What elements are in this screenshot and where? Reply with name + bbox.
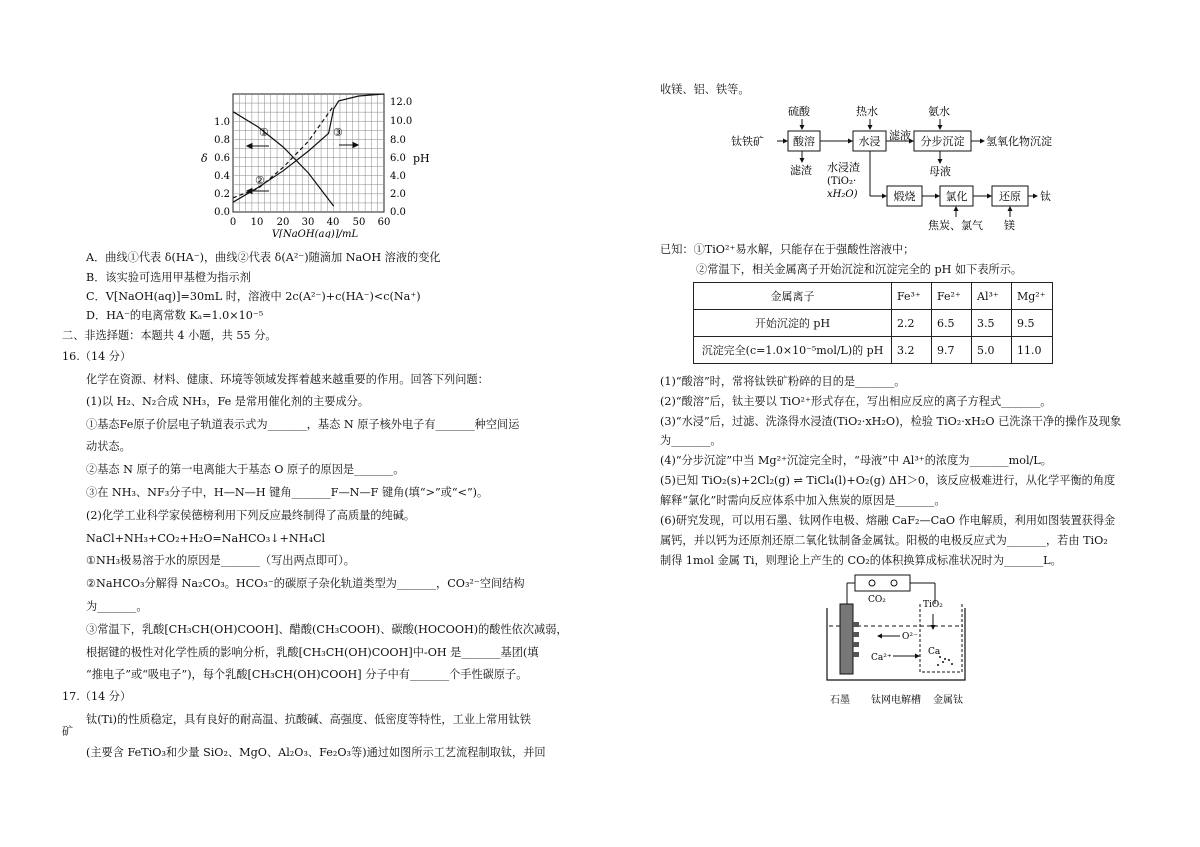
q16-1a: ①基态Fe原子价层电子轨道表示式为_______，基态 N 原子核外电子有_______种空间运 — [86, 418, 520, 431]
table-row — [694, 337, 1053, 364]
cell-tio2: TiO₂ — [923, 600, 943, 610]
cell-graphite: 石墨 — [830, 695, 850, 706]
table-row — [694, 310, 1053, 337]
q16-part2: (2)化学工业科学家侯德榜利用下列反应最终制得了高质量的纯碱。 — [86, 509, 416, 522]
option-c: C．V[NaOH(aq)]=30mL 时，溶液中 2c(A²⁻)+c(HA⁻)<c(Na⁺) — [86, 290, 421, 303]
ytick-left: 0.6 — [214, 153, 230, 164]
question-16-heading: 16.（14 分） — [62, 350, 132, 363]
q16-1b: ②基态 N 原子的第一电离能大于基态 O 原子的原因是_______。 — [86, 463, 405, 476]
ytick-right: 0.0 — [390, 207, 406, 218]
xtick: 40 — [326, 217, 340, 228]
table-cell: 9.5 — [1012, 310, 1053, 337]
q16-2b-cont: 为_______。 — [86, 600, 148, 613]
q17-1: (1)“酸溶”时，常将钛铁矿粉碎的目的是_______。 — [660, 375, 906, 388]
right-continuation: 收镁、铝、铁等。 — [660, 83, 750, 96]
table-cell: 3.5 — [972, 310, 1012, 337]
electrolysis-cell — [815, 572, 985, 712]
xtick: 60 — [377, 217, 391, 228]
q16-2c-cont: 根据键的极性对化学性质的影响分析，乳酸[CH₃CH(OH)COOH]中-OH 是_______基团(填 — [86, 646, 539, 659]
table-cell: Fe²⁺ — [932, 283, 972, 310]
cell-co2: CO₂ — [868, 595, 886, 605]
xtick: 0 — [229, 217, 237, 228]
ytick-left: 0.2 — [214, 189, 230, 200]
table-cell: Al³⁺ — [972, 283, 1012, 310]
known-1: 已知：①TiO²⁺易水解，只能存在于强酸性溶液中； — [660, 243, 915, 256]
ytick-right: 6.0 — [390, 153, 406, 164]
ytick-right: 4.0 — [390, 171, 406, 182]
ytick-left: 0.8 — [214, 135, 230, 146]
ytick-right: 12.0 — [390, 97, 413, 108]
flow-acid: 硫酸 — [788, 105, 810, 118]
x-ticks — [230, 217, 391, 228]
curve-marker-1: ① — [259, 126, 269, 139]
flow-leach1: 水浸渣 — [827, 161, 860, 174]
table-cell: 2.2 — [892, 310, 932, 337]
flow-leach3: xH₂O) — [827, 189, 858, 200]
left-y-ticks — [214, 117, 230, 218]
table-cell: 沉淀完全(c=1.0×10⁻⁵mol/L)的 pH — [694, 337, 892, 364]
xtick: 20 — [276, 217, 290, 228]
ylabel-right: pH — [413, 152, 430, 165]
flow-box-calcine: 煅烧 — [893, 190, 916, 203]
ytick-right: 8.0 — [390, 135, 406, 146]
xtick: 10 — [250, 217, 264, 228]
cell-o2: O²⁻ — [902, 632, 918, 642]
xtick: 30 — [301, 217, 315, 228]
ytick-left: 0.0 — [214, 207, 230, 218]
q17-5-cont: 解释“氯化”时需向反应体系中加入焦炭的原因是_______。 — [660, 494, 946, 507]
table-cell: Fe³⁺ — [892, 283, 932, 310]
q17-intro: 钛(Ti)的性质稳定，具有良好的耐高温、抗酸碱、高强度、低密度等特性，工业上常用钛铁 — [86, 713, 531, 726]
flow-box-water: 水浸 — [858, 135, 881, 148]
curve-marker-3: ③ — [333, 126, 343, 139]
flow-mother: 母液 — [929, 165, 951, 178]
q16-2b: ②NaHCO₃分解得 Na₂CO₃。HCO₃⁻的碳原子杂化轨道类型为_______，CO₃²⁻空间结构 — [86, 577, 525, 590]
flow-box-chlorinate: 氯化 — [945, 190, 968, 203]
table-cell: 9.7 — [932, 337, 972, 364]
xtick: 50 — [352, 217, 366, 228]
q16-2a: ①NH₃极易溶于水的原因是_______（写出两点即可）。 — [86, 554, 355, 567]
titration-chart — [195, 88, 445, 238]
option-d: D．HA⁻的电离常数 Kₐ=1.0×10⁻⁵ — [86, 309, 264, 322]
q17-2: (2)“酸溶”后，钛主要以 TiO²⁺形式存在，写出相应反应的离子方程式_______。 — [660, 395, 1052, 408]
table-cell: 3.2 — [892, 337, 932, 364]
precipitation-table — [693, 282, 1053, 364]
q17-3-cont: 为_______。 — [660, 434, 722, 447]
q17-intro-cont2: (主要含 FeTiO₃和少量 SiO₂、MgO、Al₂O₃、Fe₂O₃等)通过如图所示工艺流程制取钛，并回 — [86, 746, 546, 759]
table-cell: 金属离子 — [694, 283, 892, 310]
q17-3: (3)“水浸”后，过滤、洗涤得水浸渣(TiO₂·xH₂O)，检验 TiO₂·xH₂O 已洗涤干净的操作及现象 — [660, 415, 1122, 428]
q16-intro: 化学在资源、材料、健康、环境等领域发挥着越来越重要的作用。回答下列问题： — [86, 373, 489, 386]
flow-box-acid: 酸溶 — [793, 135, 815, 148]
q17-6: (6)研究发现，可以用石墨、钛网作电极、熔融 CaF₂—CaO 作电解质，利用如图装置获得金 — [660, 514, 1116, 527]
ytick-left: 1.0 — [214, 117, 230, 128]
table-cell: Mg²⁺ — [1012, 283, 1053, 310]
cell-ca: Ca — [928, 647, 941, 657]
table-cell: 6.5 — [932, 310, 972, 337]
table-cell: 11.0 — [1012, 337, 1053, 364]
question-17-heading: 17.（14 分） — [62, 690, 132, 703]
section-heading: 二、非选择题：本题共 4 小题，共 55 分。 — [62, 329, 277, 342]
known-2: ②常温下，相关金属离子开始沉淀和沉淀完全的 pH 如下表所示。 — [696, 263, 1023, 276]
xlabel: V[NaOH(aq)]/mL — [271, 229, 359, 238]
q16-2c: ③常温下，乳酸[CH₃CH(OH)COOH]、醋酸(CH₃COOH)、碳酸(HOCOOH)的酸性依次减弱， — [86, 623, 568, 636]
q16-part1: (1)以 H₂、N₂合成 NH₃，Fe 是常用催化剂的主要成分。 — [86, 395, 370, 408]
flow-filtrate: 滤液 — [889, 129, 911, 142]
q16-2c-cont2: “推电子”或“吸电子”)，每个乳酸[CH₃CH(OH)COOH] 分子中有_______个手性碳原子。 — [86, 668, 528, 681]
option-b: B．该实验可选用甲基橙为指示剂 — [86, 271, 251, 284]
table-cell: 开始沉淀的 pH — [694, 310, 892, 337]
ylabel-left: δ — [201, 152, 208, 165]
q17-6-cont2: 制得 1mol 金属 Ti，则理论上产生的 CO₂的体积换算成标准状况时为_______L。 — [660, 554, 1062, 567]
option-a: A．曲线①代表 δ(HA⁻)，曲线②代表 δ(A²⁻)随滴加 NaOH 溶液的变化 — [86, 251, 441, 264]
ytick-right: 2.0 — [390, 189, 406, 200]
flow-ti: 钛 — [1040, 190, 1051, 203]
q17-intro-cont: 矿 — [62, 725, 74, 738]
right-y-ticks — [390, 97, 412, 218]
ytick-right: 10.0 — [390, 116, 413, 127]
flow-coke: 焦炭、氯气 — [928, 219, 983, 232]
q17-6-cont: 属钙，并以钙为还原剂还原二氧化钛制备金属钛。阳极的电极反应式为_______，若由 TiO₂ — [660, 534, 1108, 547]
q17-4: (4)“分步沉淀”中当 Mg²⁺沉淀完全时，“母液”中 Al³⁺的浓度为_______mol/L。 — [660, 454, 1052, 467]
table-header-row — [694, 283, 1053, 310]
ytick-left: 0.4 — [214, 171, 230, 182]
flow-mg: 镁 — [1004, 219, 1015, 232]
process-flowchart — [730, 103, 1110, 238]
flow-leach2: (TiO₂· — [827, 176, 857, 187]
cell-tank: 钛网电解槽 — [871, 695, 921, 706]
flow-ammonia: 氨水 — [928, 105, 950, 118]
cell-ca2: Ca²⁺ — [871, 653, 892, 663]
flow-hotwater: 热水 — [856, 105, 878, 118]
q17-5: (5)已知 TiO₂(s)+2Cl₂(g) ⇌ TiCl₄(l)+O₂(g) ΔH＞0，该反应极难进行，从化学平衡的角度 — [660, 474, 1116, 487]
flow-residue: 滤渣 — [790, 164, 812, 177]
curve-marker-2: ② — [255, 174, 265, 187]
table-cell: 5.0 — [972, 337, 1012, 364]
flow-hydroxide: 氢氧化物沉淀 — [986, 135, 1052, 148]
cell-metal: 金属钛 — [933, 695, 963, 706]
q16-1a-cont: 动状态。 — [86, 440, 131, 453]
flow-box-step: 分步沉淀 — [920, 135, 965, 148]
q16-1c: ③在 NH₃、NF₃分子中，H—N—H 键角_______F—N—F 键角(填“>”或“<”)。 — [86, 486, 489, 499]
q16-equation: NaCl+NH₃+CO₂+H₂O=NaHCO₃↓+NH₄Cl — [86, 532, 326, 545]
flow-box-reduce: 还原 — [999, 190, 1021, 203]
flow-ore: 钛铁矿 — [731, 135, 764, 148]
